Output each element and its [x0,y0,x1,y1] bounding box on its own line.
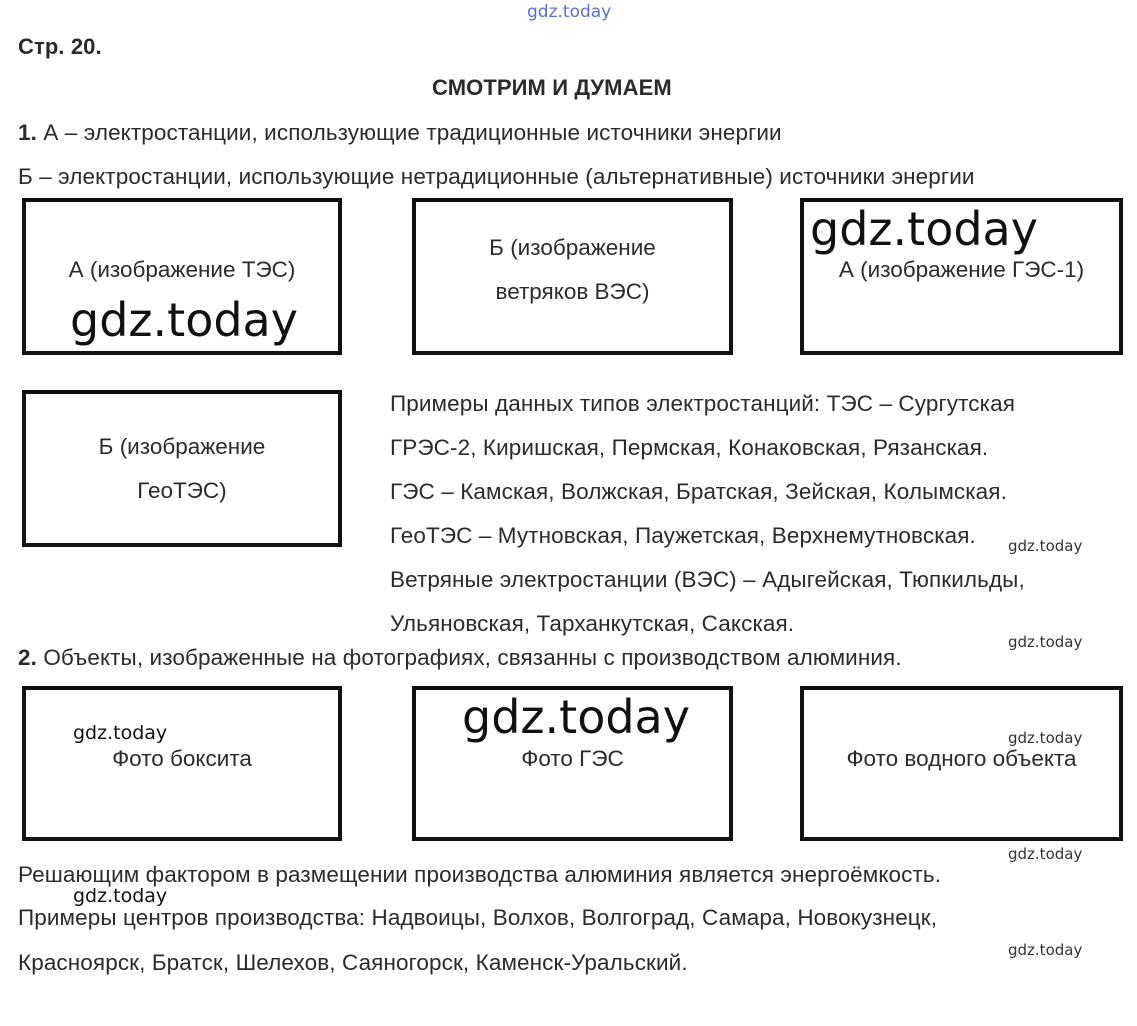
image-box-geotes-line2: ГеоТЭС) [137,477,227,503]
watermark: gdz.today [1008,845,1083,863]
image-box-ves-line2: ветряков ВЭС) [495,278,650,304]
watermark-top: gdz.today [527,2,612,22]
watermark: gdz.today [1008,729,1083,747]
centers-line-2: Красноярск, Братск, Шелехов, Саяногорск, Каменск-Уральский. [18,950,688,975]
factor-line: Решающим фактором в размещении производства алюминия является энергоёмкость. [18,862,942,887]
image-box-geotes [22,390,342,547]
task2-line [18,645,902,671]
image-box-tes-label: А (изображение ТЭС) [68,256,296,282]
watermark: gdz.today [73,885,168,907]
page-label: Стр. 20. [18,34,102,59]
photo-box-water [800,686,1123,841]
image-box-ves-line1: Б (изображение [489,234,656,260]
watermark: gdz.today [1008,633,1083,651]
image-box-ves [412,198,733,355]
examples-block [390,382,1025,646]
watermark: gdz.today [810,202,1038,256]
photo-box-bauxite-label: Фото боксита [112,745,252,771]
photo-box-ges-label: Фото ГЭС [521,745,624,771]
task2-number: 2. [18,645,37,670]
image-box-ges-label: А (изображение ГЭС-1) [838,256,1085,282]
photo-box-water-label: Фото водного объекта [846,745,1077,771]
section-title: СМОТРИМ И ДУМАЕМ [432,75,672,100]
task1-line-a-text: А – электростанции, использующие традиционные источники энергии [43,120,782,145]
examples-line: Ветряные электростанции (ВЭС) – Адыгейская, Тюпкильды, [390,567,1025,592]
image-box-geotes-line1: Б (изображение [98,433,266,459]
task1-line-b: Б – электростанции, использующие нетрадиционные (альтернативные) источники энергии [18,164,975,189]
task1-line-a [18,120,782,146]
examples-line: ГРЭС-2, Киришская, Пермская, Конаковская, Рязанская. [390,435,989,460]
watermark: gdz.today [1008,537,1083,555]
examples-line: ГЭС – Камская, Волжская, Братская, Зейская, Колымская. [390,479,1007,504]
watermark: gdz.today [73,722,168,744]
task1-number: 1. [18,120,37,145]
watermark: gdz.today [1008,941,1083,959]
examples-line: Ульяновская, Тарханкутская, Сакская. [390,611,795,636]
watermark: gdz.today [70,293,298,347]
photo-box-bauxite [22,686,342,841]
examples-line: Примеры данных типов электростанций: ТЭС – Сургутская [390,391,1015,416]
task2-line-text: Объекты, изображенные на фотографиях, связанны с производством алюминия. [43,645,902,670]
centers-line-1: Примеры центров производства: Надвоицы, Волхов, Волгоград, Самара, Новокузнецк, [18,905,938,930]
watermark: gdz.today [462,690,690,744]
examples-line: ГеоТЭС – Мутновская, Паужетская, Верхнемутновская. [390,523,976,548]
